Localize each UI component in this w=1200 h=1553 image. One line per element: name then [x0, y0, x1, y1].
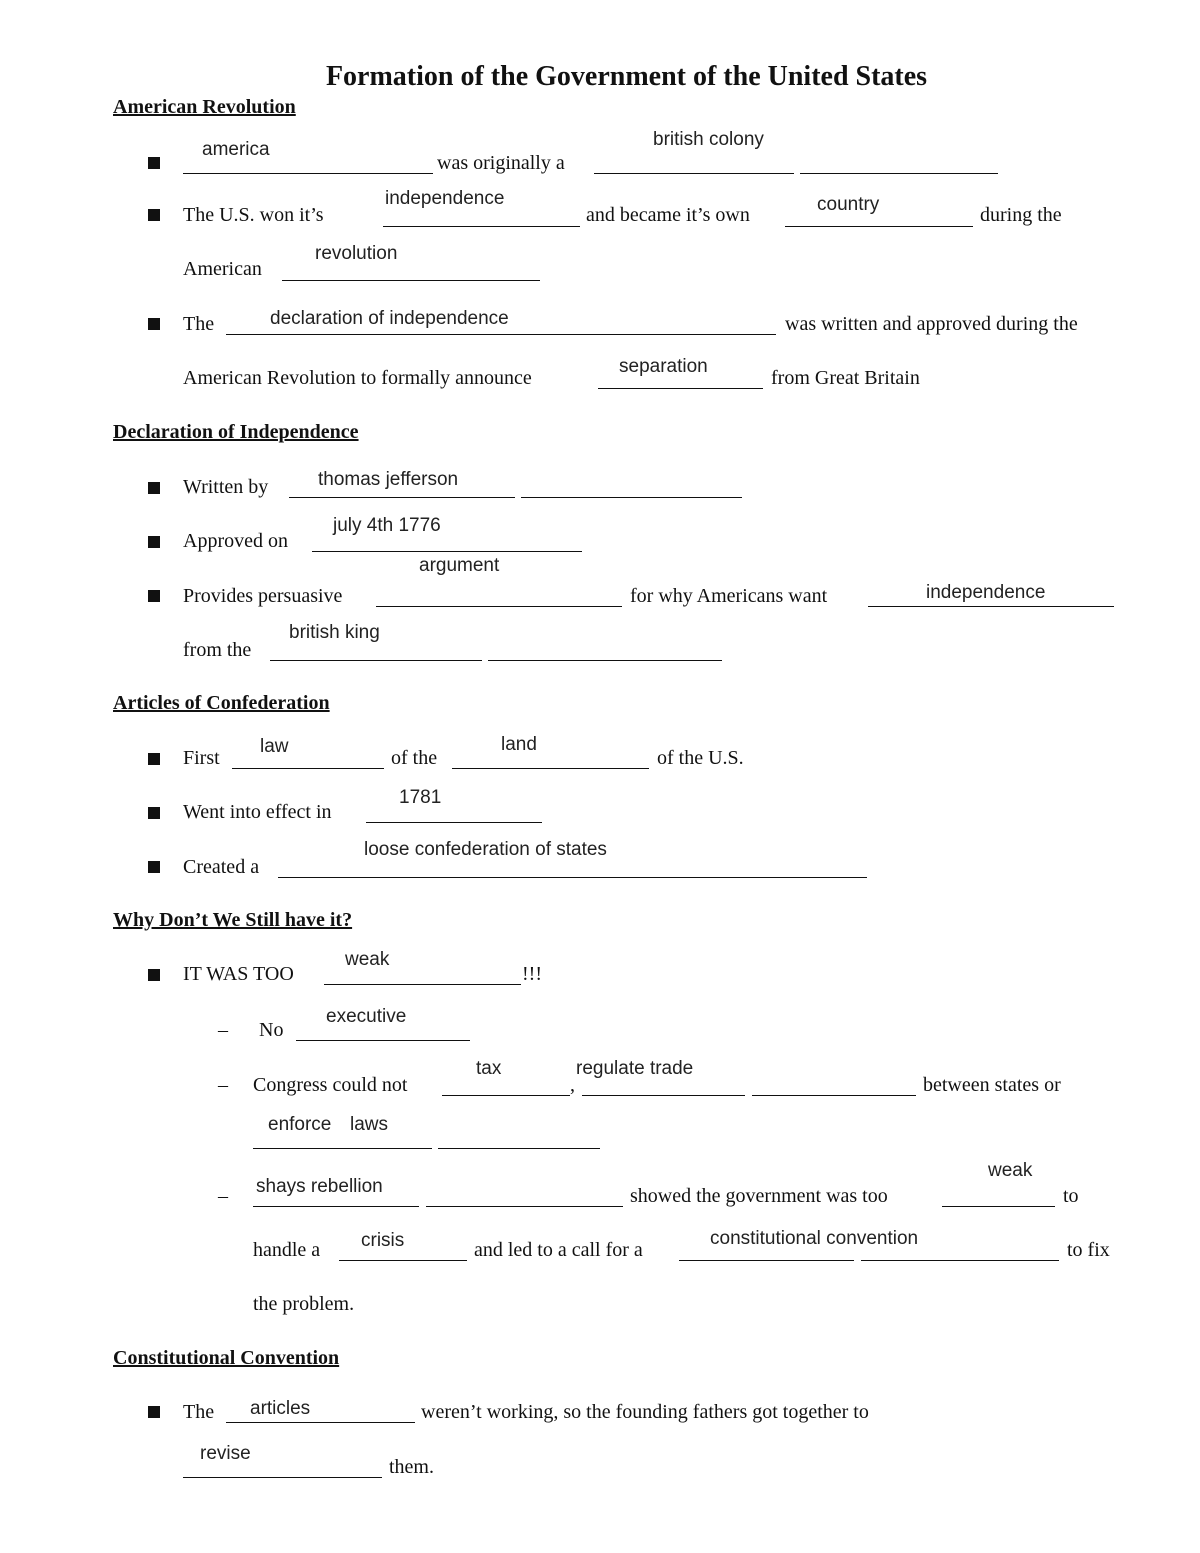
blank-line — [183, 1477, 382, 1478]
blank-line — [296, 1040, 470, 1041]
sentence-text: to — [1063, 1185, 1079, 1207]
answer-separation: separation — [619, 356, 708, 377]
sentence-text: Created a — [183, 856, 260, 878]
blank-line — [785, 226, 973, 227]
answer-revise: revise — [200, 1443, 251, 1464]
sentence-text: between states or — [923, 1074, 1061, 1096]
blank-line — [324, 984, 521, 985]
page-title: Formation of the Government of the United States — [325, 61, 928, 92]
sentence-text: the problem. — [253, 1293, 355, 1315]
sentence-text: was originally a — [437, 152, 565, 174]
sentence-text: Approved on — [183, 530, 288, 552]
blank-line — [868, 606, 1114, 607]
section-heading-articles: Articles of Confederation — [113, 692, 330, 714]
answer-shays-rebellion: shays rebellion — [256, 1176, 383, 1197]
blank-line — [942, 1206, 1055, 1207]
answer-country: country — [817, 194, 880, 215]
blank-line — [253, 1206, 419, 1207]
answer-weak-2: weak — [988, 1160, 1033, 1181]
answer-thomas-jefferson: thomas jefferson — [318, 469, 459, 490]
sentence-text: Written by — [183, 476, 269, 498]
blank-line — [232, 768, 384, 769]
section-heading-american-revolution: American Revolution — [113, 96, 296, 118]
sentence-text: The U.S. won it’s — [183, 204, 324, 226]
bullet — [148, 536, 160, 548]
sentence-text: was written and approved during the — [785, 313, 1078, 335]
answer-loose-confederation: loose confederation of states — [364, 839, 607, 860]
blank-line — [253, 1148, 432, 1149]
blank-line — [861, 1260, 1059, 1261]
sentence-text: from Great Britain — [771, 367, 920, 389]
section-heading-declaration: Declaration of Independence — [113, 421, 359, 443]
blank-line — [426, 1206, 623, 1207]
blank-line — [442, 1095, 570, 1096]
answer-america: america — [202, 139, 270, 160]
sentence-text: First — [183, 747, 220, 769]
blank-line — [376, 606, 622, 607]
bullet — [148, 753, 160, 765]
answer-articles: articles — [250, 1398, 311, 1419]
blank-line — [312, 551, 582, 552]
blank-line — [289, 497, 515, 498]
answer-constitutional-convention: constitutional convention — [710, 1228, 919, 1249]
sentence-text: showed the government was too — [630, 1185, 888, 1207]
answer-declaration-of-independence: declaration of independence — [270, 308, 509, 329]
sub-dash: – — [218, 1074, 228, 1096]
answer-laws: laws — [350, 1114, 389, 1135]
blank-line — [383, 226, 580, 227]
blank-line — [452, 768, 649, 769]
sentence-text: to fix — [1067, 1239, 1110, 1261]
blank-line — [752, 1095, 916, 1096]
blank-line — [226, 1422, 415, 1423]
blank-line — [270, 660, 482, 661]
answer-british-colony: british colony — [653, 129, 764, 150]
section-heading-why: Why Don’t We Still have it? — [113, 909, 353, 931]
sentence-text: American — [183, 258, 262, 280]
sentence-text: The — [183, 313, 215, 335]
sentence-text: of the U.S. — [657, 747, 744, 769]
blank-line — [366, 822, 542, 823]
sentence-text: them. — [389, 1456, 434, 1478]
answer-1781: 1781 — [399, 787, 442, 808]
sentence-text: of the — [391, 747, 438, 769]
answer-july-4th-1776: july 4th 1776 — [333, 515, 441, 536]
blank-line — [226, 334, 776, 335]
answer-british-king: british king — [289, 622, 380, 643]
blank-line — [521, 497, 742, 498]
blank-line — [800, 173, 998, 174]
sentence-text: No — [259, 1019, 284, 1041]
answer-independence: independence — [385, 188, 505, 209]
answer-revolution: revolution — [315, 243, 398, 264]
sentence-text: weren’t working, so the founding fathers got together to — [421, 1401, 869, 1423]
answer-independence-2: independence — [926, 582, 1046, 603]
sentence-text: from the — [183, 639, 252, 661]
blank-line — [582, 1095, 745, 1096]
answer-enforce: enforce — [268, 1114, 332, 1135]
answer-weak: weak — [345, 949, 390, 970]
sentence-text: Congress could not — [253, 1074, 408, 1096]
sentence-text: !!! — [522, 963, 542, 985]
section-heading-convention: Constitutional Convention — [113, 1347, 340, 1369]
blank-line — [438, 1148, 600, 1149]
sentence-text: and became it’s own — [586, 204, 750, 226]
bullet — [148, 318, 160, 330]
blank-line — [183, 173, 433, 174]
blank-line — [598, 388, 763, 389]
answer-land: land — [501, 734, 537, 755]
bullet — [148, 209, 160, 221]
sentence-text: during the — [980, 204, 1062, 226]
answer-executive: executive — [326, 1006, 407, 1027]
bullet — [148, 157, 160, 169]
answer-tax: tax — [476, 1058, 502, 1079]
sentence-text: IT WAS TOO — [183, 963, 294, 985]
answer-crisis: crisis — [361, 1230, 405, 1251]
bullet — [148, 807, 160, 819]
bullet — [148, 1406, 160, 1418]
sentence-text: Went into effect in — [183, 801, 332, 823]
sentence-text: The — [183, 1401, 215, 1423]
blank-line — [679, 1260, 854, 1261]
sub-dash: – — [218, 1019, 228, 1041]
blank-line — [488, 660, 722, 661]
sub-dash: – — [218, 1185, 228, 1207]
sentence-text: for why Americans want — [630, 585, 828, 607]
sentence-text: American Revolution to formally announce — [183, 367, 532, 389]
blank-line — [339, 1260, 467, 1261]
sentence-text: Provides persuasive — [183, 585, 343, 607]
bullet — [148, 590, 160, 602]
bullet — [148, 861, 160, 873]
blank-line — [282, 280, 540, 281]
answer-law: law — [260, 736, 289, 757]
sentence-text: , — [570, 1074, 575, 1096]
sentence-text: handle a — [253, 1239, 321, 1261]
bullet — [148, 969, 160, 981]
answer-argument: argument — [419, 555, 500, 576]
bullet — [148, 482, 160, 494]
blank-line — [594, 173, 794, 174]
blank-line — [278, 877, 867, 878]
answer-regulate-trade: regulate trade — [576, 1058, 694, 1079]
sentence-text: and led to a call for a — [474, 1239, 643, 1261]
